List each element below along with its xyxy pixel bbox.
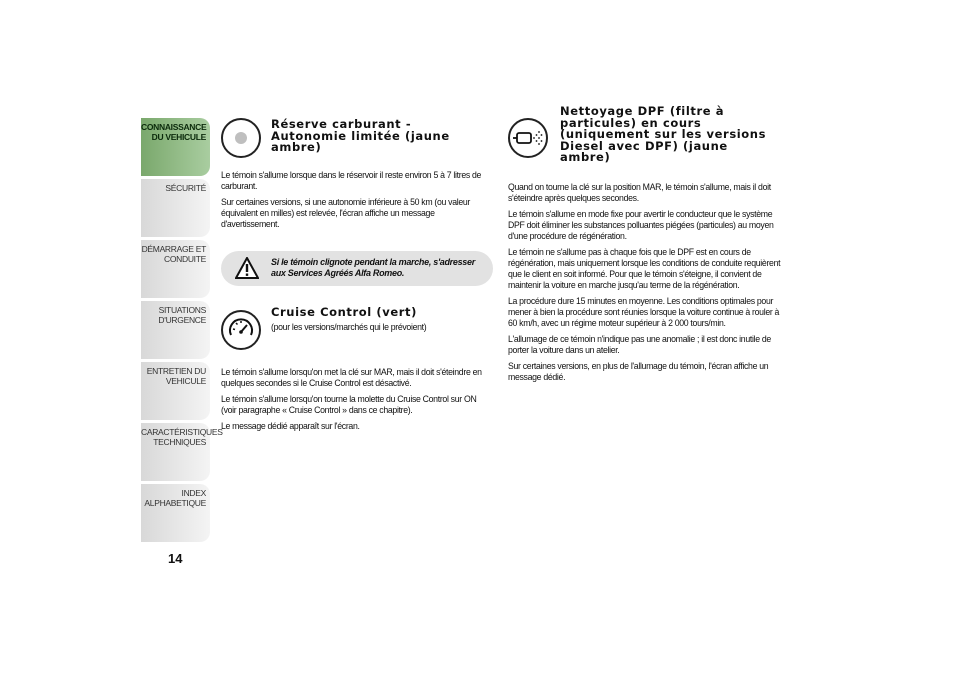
warning-callout [221, 251, 493, 286]
tab-connaissance-du-vehicule[interactable]: CONNAISSANCE DU VEHICULE [141, 118, 210, 176]
paragraph: Sur certaines versions, en plus de l'allumage du témoin, l'écran affiche un message dédié. [508, 361, 769, 383]
paragraph: Le témoin s'allume en mode fixe pour avertir le conducteur que le système DPF doit éliminer les substances polluantes piégées (particules) au moyen d'une procédure de régénération. [508, 209, 774, 242]
paragraph: La procédure dure 15 minutes en moyenne. Les conditions optimales pour mener à bien la procédure sont réunies lorsque la voiture continue à rouler à 60 km/h, avec un régime moteur supérieur à 2 000 tours/min. [508, 296, 780, 329]
section-subtitle-cruise-control [271, 322, 511, 338]
paragraph: Le message dédié apparaît sur l'écran. [221, 421, 360, 432]
section-title-dpf: Nettoyage DPF (filtre à particules) en cours (uniquement sur les versions Diesel avec DPF) (jaune ambre) [560, 104, 767, 164]
paragraph: Le témoin s'allume lorsqu'on met la clé sur MAR, mais il doit s'éteindre en quelques secondes si le Cruise Control est désactivé. [221, 367, 482, 389]
cruise-control-icon [221, 310, 261, 350]
paragraph: Quand on tourne la clé sur la position MAR, le témoin s'allume, mais il doit s'éteindre après quelques secondes. [508, 182, 771, 204]
paragraph: Le témoin s'allume lorsqu'on tourne la molette du Cruise Control sur ON (voir paragraphe « Cruise Control » dans ce chapitre). [221, 394, 477, 416]
paragraph: Le témoin s'allume lorsque dans le réservoir il reste environ 5 à 7 litres de carburant. [221, 170, 482, 192]
paragraph: Sur certaines versions, si une autonomie inférieure à 50 km (ou valeur équivalent en milles) est relevée, l'écran affiche un message d'avertissement. [221, 197, 471, 230]
page-number: 14 [168, 551, 183, 566]
fuel-reserve-warning-icon [221, 118, 261, 158]
paragraph: Le témoin ne s'allume pas à chaque fois que le DPF est en cours de régénération, mais uniquement lorsque les conditions de conduite requièrent que le client en soit informé. Pour que le témoin s'éteigne, il convient de maintenir la voiture en marche jusqu'au terme de la régénération. [508, 247, 781, 291]
tab-demarrage-et-conduite[interactable]: DÉMARRAGE ET CONDUITE [141, 240, 210, 298]
tab-index-alphabetique[interactable]: INDEX ALPHABETIQUE [141, 484, 210, 542]
section-title-cruise-control: Cruise Control (vert) [271, 305, 418, 319]
warning-text: Si le témoin clignote pendant la marche, s'adresser aux Services Agréés Alfa Romeo. [271, 257, 475, 278]
section-title-fuel-reserve: Réserve carburant - Autonomie limitée (jaune ambre) [271, 117, 450, 154]
paragraph: (pour les versions/marchés qui le prévoient) [271, 322, 427, 333]
tab-caracteristiques-techniques[interactable]: CARACTÉRISTIQUES TECHNIQUES [141, 423, 210, 481]
tab-securite[interactable]: SÉCURITÉ [141, 179, 210, 237]
tab-situations-d-urgence[interactable]: SITUATIONS D'URGENCE [141, 301, 210, 359]
section-body-dpf [508, 182, 804, 388]
dpf-filter-icon [508, 118, 548, 158]
section-body-cruise-control [221, 367, 517, 437]
section-body-fuel-reserve [221, 170, 517, 235]
warning-triangle-icon [235, 257, 259, 279]
paragraph: L'allumage de ce témoin n'indique pas une anomalie ; il est donc inutile de porter la voiture dans un atelier. [508, 334, 771, 356]
tab-entretien-du-vehicule[interactable]: ENTRETIEN DU VEHICULE [141, 362, 210, 420]
